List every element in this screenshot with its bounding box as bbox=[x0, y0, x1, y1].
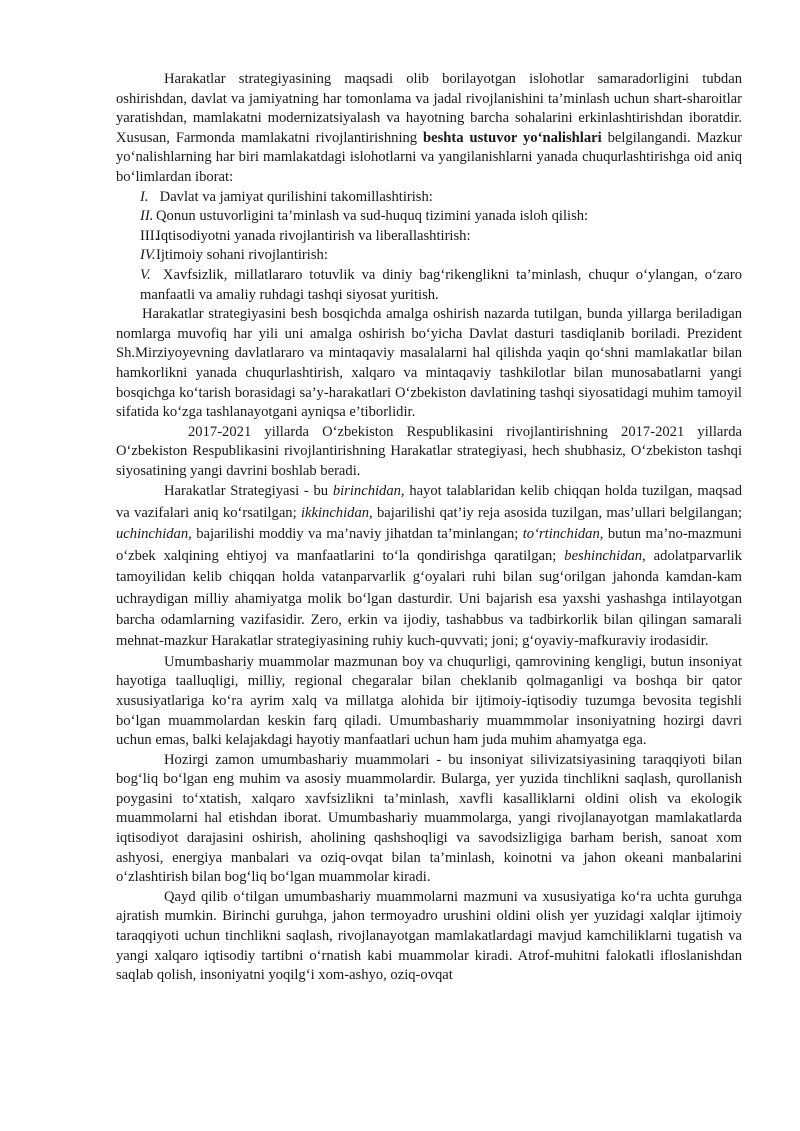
list-item-5: V. Xavfsizlik, millatlararo totuvlik va diniy bag‘rikenglikni ta’minlash, chuqur o‘ylangan, o‘zaro manfaatli va amaliy ruhdagi tashqi siyosat yuritish. bbox=[140, 266, 742, 303]
bold-priority-directions: beshta ustuvor yo‘nalishlari bbox=[423, 129, 602, 146]
list-item-2: II. Qonun ustuvorligini ta’minlash va sud-huquq tizimini yanada isloh qilish: bbox=[116, 207, 742, 227]
list-number: I. bbox=[140, 188, 149, 205]
paragraph-strategy-goal: Harakatlar strategiyasining maqsadi olib borilayotgan islohotlar samaradorligini tubdan oshirishdan, davlat va jamiyatning har tomonlama va jadal rivojlanishini ta’minlash uchun shart-sharoitlar yaratishdan, mamlakatni modernizatsiyalash va hayotning barcha sohalarini erkinlashtirishdan iboratdir. Xususan, Farmonda mamlakatni rivojlantirishning beshta ustuvor yo‘nalishlari belgilangandi. Mazkur yo‘nalishlarning har biri mamlakatdagi islohotlarni va yangilanishlarni yanada chuqurlashtirishga oid aniq bo‘limlardan iborat: bbox=[116, 71, 742, 185]
paragraph-global-problems: Umumbashariy muammolar mazmunan boy va chuqurligi, qamrovining kengligi, butun insoniyat hayotiga taalluqligi, milliy, regional chegaralar bilan cheklanib qolmaganligi va boshqa bir qator xususiyatlariga ko‘ra ayrim xalq va millatga alohida bir ijtimoiy-iqtisodiy tuzumga bevosita tegishli bo‘lgan muammolardan keskin farq qiladi. Umumbashariy muammmolar insoniyatning hozirgi davri uchun emas, balki kelajakdagi hayotiy manfaatlari uchun ham juda muhim ahamyatga ega. bbox=[116, 653, 742, 749]
paragraph-three-groups: Qayd qilib o‘tilgan umumbashariy muammolarni mazmuni va xususiyatiga ko‘ra uchta guruhga ajratish mumkin. Birinchi guruhga, jahon termoyadro urushini oldini olish yer yuzidagi xalqlar ijtimoiy taraqqiyoti uchun tinchlikni saqlash, rivojlanayotgan mamlakatlardagi mavjud kamchiliklarni tugatish va yangi xalqaro iqtisodiy tartibni o‘rnatish kabi muammolar kiradi. Atrof-muhitni falokatli ifloslanishdan saqlab qolish, insoniyatni yoqilg‘i xom-ashyo, oziq-ovqat bbox=[116, 888, 742, 984]
list-item-3: III.Iqtisodiyotni yanada rivojlantirish va liberallashtirish: bbox=[116, 227, 742, 247]
paragraph-2017-2021: 2017-2021 yillarda O‘zbekiston Respublikasini rivojlantirishning 2017-2021 yillarda O‘zbekiston Respublikasini rivojlantirishning Harakatlar strategiyasi, hech shubhasiz, O‘zbekiston tashqi siyosatining yangi davrini boshlab beradi. bbox=[116, 423, 742, 479]
paragraph-strategy-definition: Harakatlar Strategiyasi - bu birinchidan, hayot talablaridan kelib chiqqan holda tuzilgan, maqsad va vazifalari aniq ko‘rsatilgan; ikkinchidan, bajarilishi qat’iy reja asosida tuzilgan, mas’ullari belgilangan; uchinchidan, bajarilishi moddiy va ma’naviy jihatdan ta’minlangan; to‘rtinchidan, butun ma’no-mazmuni o‘zbek xalqining ehtiyoj va manfaatlarini to‘la qondirishga qaratilgan; beshinchidan, adolatparvarlik tamoyilidan kelib chiqqan holda vatanparvarlik g‘oyalari ruhi bilan sug‘orilgan jahonda kamdan-kam uchraydigan milliy ahamiyatga molik bo‘lgan dasturdir. Uni bajarish esa yaxshi yashashga intilayotgan barcha odamlarning vazifasidir. Zero, erkin va ijodiy, tashabbus va tadbirkorlik bilan qilingan samarali mehnat-mazkur Harakatlar strategiyasining ruhiy kuch-quvvati; joni; g‘oyaviy-mafkuraviy irodasidir. bbox=[116, 483, 743, 650]
list-number: V. bbox=[140, 266, 151, 283]
paragraph-modern-problems: Hozirgi zamon umumbashariy muammolari - bu insoniyat silivizatsiyasining taraqqiyoti bilan bog‘liq bo‘lgan eng muhim va asosiy muammolardir. Bularga, yer yuzida tinchlikni saqlash, qurollanish poygasini to‘xtatish, xalqaro xavfsizlikni ta’minlash, xavfli kasalliklarni oldini olish va ekologik muammolarni hal etishdan iborat. Umumbashariy muammolarga, yangi rivojlanayotgan mamlakatlarda iqtisodiyot darajasini oshirish, aholining qashshoqligi va savodsizligiga barham berish, sanoat xom ashyosi, energiya manbalari va oziq-ovqat bilan ta’minlash, koinotni va jahon okeani manbalarini o‘zlashtirish bilan bog‘liq bo‘lgan muammolar kiradi. bbox=[116, 751, 742, 886]
list-item-1: I. Davlat va jamiyat qurilishini takomillashtirish: bbox=[116, 188, 742, 208]
list-item-4: IV.Ijtimoiy sohani rivojlantirish: bbox=[116, 246, 742, 266]
list-number: IV. bbox=[140, 247, 156, 264]
document-page bbox=[116, 70, 742, 986]
list-number: III. bbox=[140, 227, 159, 244]
list-number: II. bbox=[140, 208, 154, 225]
paragraph-five-stages: Harakatlar strategiyasini besh bosqichda amalga oshirish nazarda tutilgan, bunda yillarga beriladigan nomlarga muvofiq har yili uni amalga oshirish bo‘yicha Davlat dasturi tasdiqlanib boriladi. Prezident Sh.Mirziyoyevning davlatlararo va mintaqaviy masalalarni hal qilishda yaqin qo‘shni mamlakatlar bilan hamkorlikni yanada chuqurlashtirish, xalqaro va mintaqaviy tashkilotlar bilan munosabatlarni yangi bosqichga ko‘tarish borasidagi sa’y-harakatlari O‘zbekiston davlatining tashqi siyosatidagi muhim tamoyil sifatida ko‘zga tashlanayotgani ayniqsa e’tiborlidir. bbox=[116, 306, 742, 421]
